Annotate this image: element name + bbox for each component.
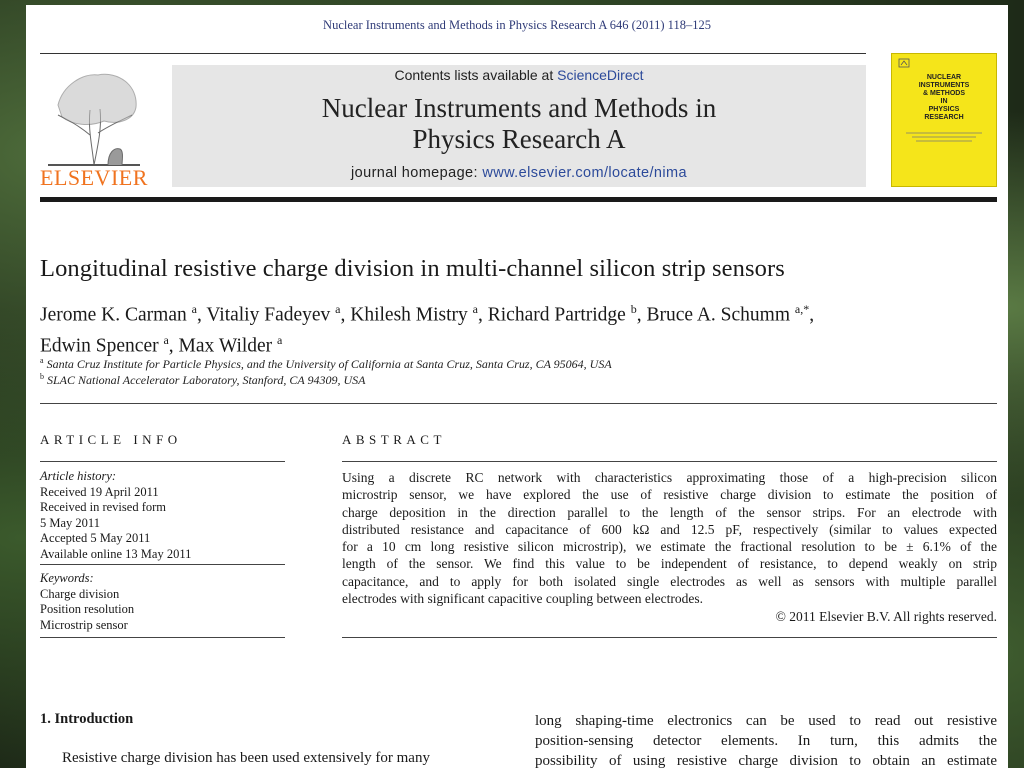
- journal-title-line-2: Physics Research A: [412, 124, 626, 154]
- cover-title: [892, 74, 996, 122]
- keywords-rule: [40, 637, 285, 638]
- keywords-label: Keywords:: [40, 571, 94, 585]
- keywords-block: [40, 571, 285, 633]
- journal-citation: Nuclear Instruments and Methods in Physics Research A 646 (2011) 118–125: [323, 18, 711, 32]
- introduction-right-column: [535, 711, 997, 768]
- history-entry: 5 May 2011: [40, 515, 100, 530]
- cover-title-line: RESEARCH: [924, 114, 964, 121]
- history-entry: Received 19 April 2011: [40, 484, 159, 499]
- masthead-rule: [40, 197, 997, 202]
- homepage-prefix: journal homepage:: [351, 165, 483, 181]
- homepage-link[interactable]: www.elsevier.com/locate/nima: [482, 165, 687, 181]
- affiliation-a: [40, 356, 1000, 372]
- paper-page: [26, 5, 1008, 768]
- contents-line: [172, 67, 866, 83]
- abstract-line: capacitance, and to apply for both isolated single electrodes as well as sensors with multiple parallel: [342, 573, 997, 589]
- article-info-heading: ARTICLE INFO: [40, 432, 182, 447]
- history-entry: Available online 13 May 2011: [40, 546, 192, 561]
- author-name[interactable]: Vitaliy Fadeyev: [206, 304, 331, 326]
- history-label: Article history:: [40, 469, 117, 483]
- author-name[interactable]: Khilesh Mistry: [350, 304, 468, 326]
- author-name[interactable]: Jerome K. Carman: [40, 304, 187, 326]
- journal-title-line-1: Nuclear Instruments and Methods in: [321, 93, 717, 123]
- author-affil-mark: a: [163, 332, 169, 347]
- affiliation-b: [40, 372, 1000, 388]
- author-name[interactable]: Richard Partridge: [487, 304, 626, 326]
- introduction-left-column: Resistive charge division has been used extensively for many: [62, 750, 430, 766]
- affiliation-text: Santa Cruz Institute for Particle Physics, and the University of California at Santa Cruz, Santa Cruz, CA 95064, USA: [46, 357, 612, 371]
- journal-title: [172, 93, 866, 155]
- copyright-notice: © 2011 Elsevier B.V. All rights reserved.: [775, 609, 997, 624]
- cover-title-line: PHYSICS: [928, 106, 960, 113]
- cover-title-line: INSTRUMENTS: [918, 82, 970, 89]
- history-entry: Accepted 5 May 2011: [40, 531, 151, 545]
- affiliation-mark: a: [40, 356, 44, 365]
- author-name[interactable]: Bruce A. Schumm: [646, 304, 790, 326]
- author-affil-mark: a: [191, 302, 197, 316]
- abstract-bottom-rule: [342, 637, 997, 638]
- cover-publisher-mark-icon: [898, 58, 910, 68]
- cover-title-line: IN: [940, 98, 948, 105]
- affiliation-text: SLAC National Accelerator Laboratory, Stanford, CA 94309, USA: [47, 373, 366, 387]
- article-info-rule: [40, 461, 285, 462]
- cover-title-line: NUCLEAR: [926, 74, 962, 81]
- sciencedirect-link[interactable]: ScienceDirect: [557, 67, 644, 83]
- abstract-line: distributed resistance and capacitance of 600 kΩ and 12.5 pF, respectively (similar to values expected: [342, 521, 997, 537]
- author-list: Jerome K. Carman $^a$, Vitaliy Fadeyev $^a$, Khilesh Mistry $^a$, Richard Partridge $^b$, Bruce A. Schumm $^{a,*}$, Edwin Spencer $^a$, Max Wilder $^a$: [40, 302, 815, 356]
- intro-line: possibility of using resistive charge division to obtain an estimate: [535, 753, 997, 768]
- affiliation-mark: b: [40, 372, 44, 381]
- cover-title-line: & METHODS: [923, 90, 965, 97]
- abstract-line: electrodes with significant capacitive coupling between electrodes.: [342, 591, 703, 607]
- keyword-item: Charge division: [40, 586, 120, 601]
- author-affil-mark: a,*: [794, 302, 810, 316]
- author-affil-mark: a: [335, 302, 341, 316]
- history-entry: Received in revised form: [40, 500, 166, 514]
- author-affil-mark: b: [630, 302, 637, 316]
- author-name[interactable]: Edwin Spencer: [40, 335, 159, 356]
- abstract-line: for a 10 cm long resistive silicon microstrip), we estimate the fractional resolution to be ± 6.1% of the: [342, 539, 997, 555]
- contents-prefix: Contents lists available at: [394, 67, 558, 83]
- journal-homepage: [172, 165, 866, 181]
- keyword-item: Position resolution: [40, 602, 135, 616]
- intro-line: long shaping-time electronics can be used to read out resistive: [535, 713, 997, 729]
- abstract-line: length of the sensor. We find this value to be independent of resistance, to depend weakly on strip: [342, 556, 997, 572]
- introduction-heading: 1. Introduction: [40, 711, 134, 727]
- journal-banner: [172, 65, 866, 187]
- abstract-body: [342, 469, 997, 607]
- history-rule: [40, 564, 285, 565]
- publisher-logo-text: ELSEVIER: [40, 165, 148, 190]
- front-matter-rule: [40, 403, 997, 404]
- intro-line: position-sensing detector elements. In turn, this admits the: [535, 733, 997, 749]
- keyword-item: Microstrip sensor: [40, 617, 128, 632]
- abstract-heading: ABSTRACT: [342, 432, 446, 447]
- abstract-line: charge deposition in the direction parallel to the length of the sensor strips. For an electrode with: [342, 504, 997, 520]
- author-affil-mark: a: [277, 332, 283, 347]
- author-affil-mark: a: [472, 302, 478, 316]
- abstract-line: Using a discrete RC network with characteristics approximating those of a high-precision silicon: [342, 470, 997, 485]
- cover-fine-print: [906, 130, 982, 146]
- journal-cover-thumbnail: [891, 53, 997, 187]
- article-title: Longitudinal resistive charge division in multi-channel silicon strip sensors: [40, 255, 785, 282]
- abstract-top-rule: [342, 461, 997, 462]
- author-name[interactable]: Max Wilder: [178, 335, 273, 356]
- abstract-line: microstrip sensor, we have explored the use of resistive charge division to estimate the position of: [342, 487, 997, 503]
- article-history: [40, 469, 285, 562]
- header-rule: [40, 53, 866, 54]
